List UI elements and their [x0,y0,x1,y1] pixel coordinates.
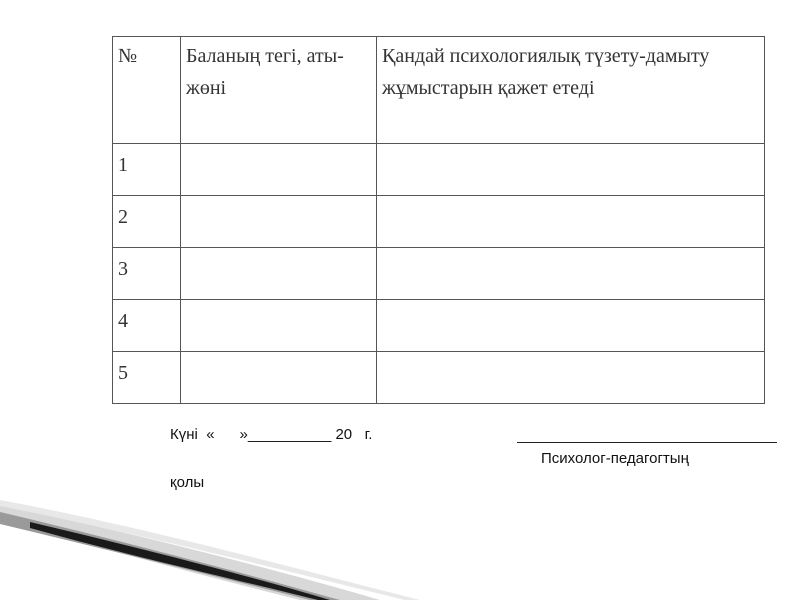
correction-work-cell[interactable] [377,352,765,404]
header-correction-work: Қандай психологиялық түзету-дамыту жұмыстарын қажет етеді [377,37,765,144]
date-field: Күні « »__________ 20 г. [170,426,373,443]
children-list-table [112,36,765,404]
signature-line [517,442,777,443]
correction-work-cell[interactable] [377,196,765,248]
table-row [113,352,765,404]
header-child-name: Баланың тегі, аты-жөні [181,37,377,144]
child-name-cell[interactable] [181,196,377,248]
child-name-cell[interactable] [181,144,377,196]
row-number: 1 [113,144,181,196]
correction-work-cell[interactable] [377,300,765,352]
row-number: 2 [113,196,181,248]
table-row [113,248,765,300]
table-header-row [113,37,765,144]
correction-work-cell[interactable] [377,248,765,300]
table-row [113,144,765,196]
child-name-cell[interactable] [181,300,377,352]
correction-work-cell[interactable] [377,144,765,196]
signer-title: Психолог-педагогтың [541,450,689,467]
table-row [113,300,765,352]
table-row [113,196,765,248]
child-name-cell[interactable] [181,352,377,404]
row-number: 5 [113,352,181,404]
row-number: 4 [113,300,181,352]
child-name-cell[interactable] [181,248,377,300]
row-number: 3 [113,248,181,300]
signature-label: қолы [170,474,205,491]
header-number: № [113,37,181,144]
